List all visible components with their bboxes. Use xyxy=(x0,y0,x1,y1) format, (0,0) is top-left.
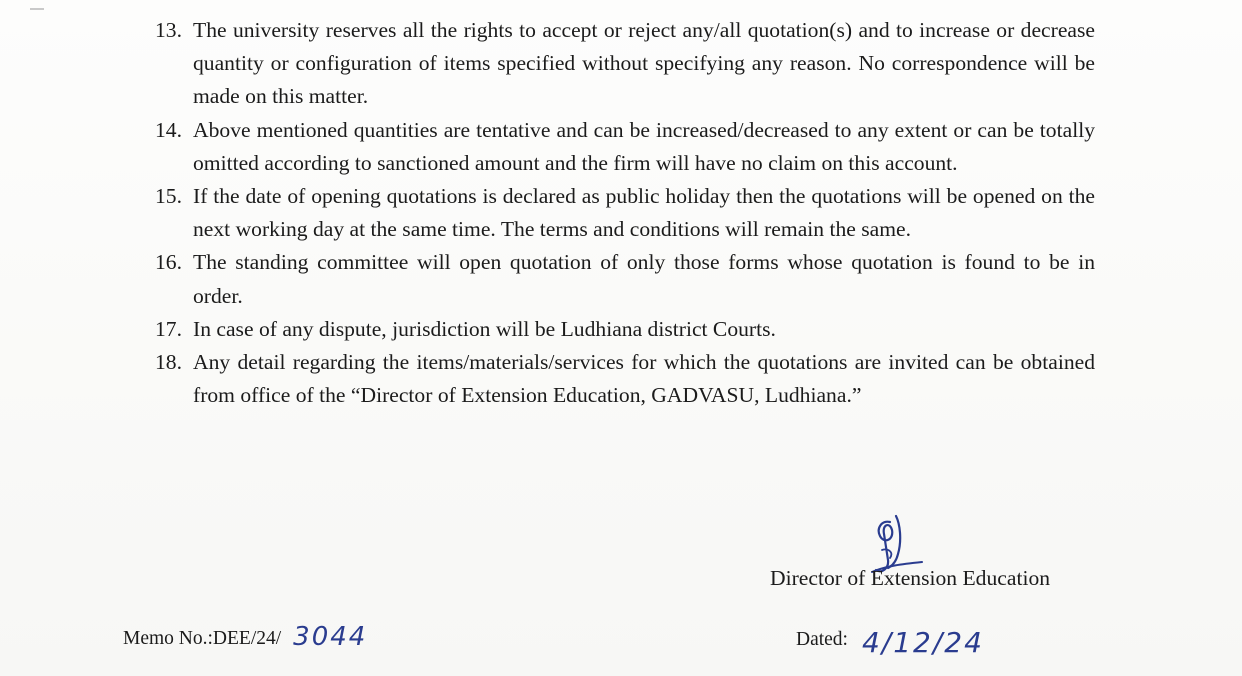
memo-label: Memo No.:DEE/24/ xyxy=(123,628,282,649)
term-item xyxy=(155,246,1095,312)
scan-mark xyxy=(30,8,44,10)
term-item xyxy=(155,180,1095,246)
dated-value: 4/12/24 xyxy=(861,626,984,659)
dated-line xyxy=(796,618,984,659)
term-number: 18. xyxy=(155,350,182,375)
term-text: Any detail regarding the items/materials/services for which the quotations are invited can be obtained from office of the “Director of Extension Education, GADVASU, Ludhiana.” xyxy=(193,350,1095,408)
dated-label: Dated: xyxy=(796,629,848,650)
term-item xyxy=(155,346,1095,412)
term-item xyxy=(155,14,1095,114)
signatory-title: Director of Extension Education xyxy=(770,566,1051,590)
term-number: 17. xyxy=(155,316,182,341)
memo-number: 3044 xyxy=(293,622,368,652)
term-item xyxy=(155,313,1095,346)
term-text: The standing committee will open quotation of only those forms whose quotation is found to be in order. xyxy=(193,250,1095,308)
term-text: The university reserves all the rights to accept or reject any/all quotation(s) and to increase or decrease quantity or configuration of items specified without specifying any reason. No correspondence will be made on this matter. xyxy=(193,18,1095,109)
memo-line xyxy=(123,620,367,650)
term-item xyxy=(155,114,1095,180)
term-number: 13. xyxy=(155,18,182,42)
term-number: 15. xyxy=(155,184,182,209)
term-text: Above mentioned quantities are tentative and can be increased/decreased to any extent or can be totally omitted according to sanctioned amount and the firm will have no claim on this account. xyxy=(193,117,1095,175)
term-number: 14. xyxy=(155,117,182,142)
term-text: If the date of opening quotations is declared as public holiday then the quotations will be opened on the next working day at the same time. The terms and conditions will remain the same. xyxy=(193,184,1095,242)
signature-block xyxy=(770,510,1110,600)
terms-list xyxy=(155,14,1095,412)
term-number: 16. xyxy=(155,250,182,275)
term-text: In case of any dispute, jurisdiction will be Ludhiana district Courts. xyxy=(193,316,776,341)
